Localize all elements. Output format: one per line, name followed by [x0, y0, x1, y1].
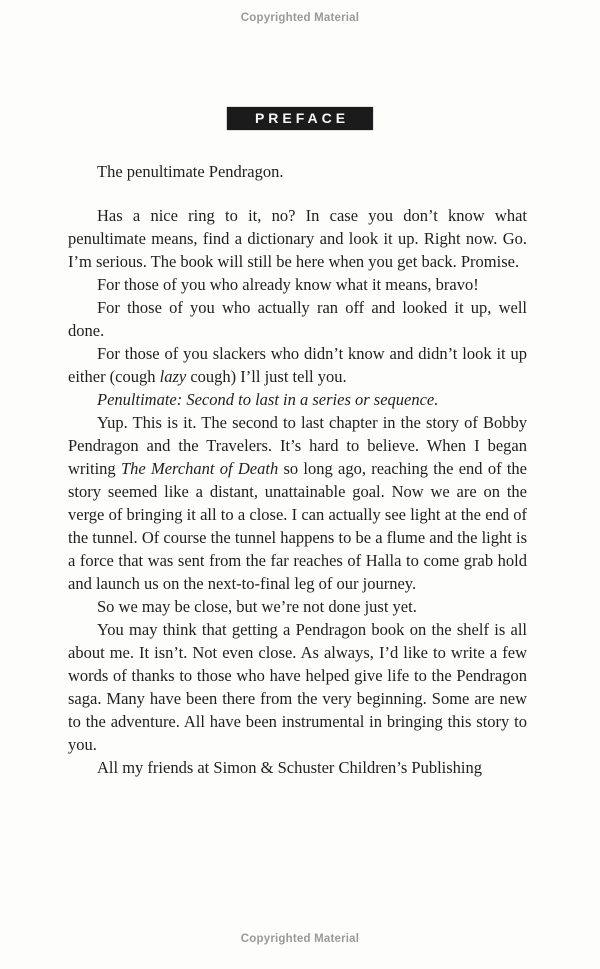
text-run: So we may be close, but we’re not done just yet. — [97, 597, 417, 616]
text-run: All my friends at Simon & Schuster Children’s Publishing — [97, 758, 482, 777]
text-run: Yup. This is it. The second to last chapter in the story of Bobby Pendragon and the Travelers. It’s hard to believe. When I began writing — [68, 413, 527, 478]
italic-text-run: Penultimate: Second to last in a series or sequence. — [97, 390, 439, 409]
paragraph — [68, 160, 527, 183]
copyright-notice-top: Copyrighted Material — [240, 12, 360, 24]
italic-text-run: lazy — [159, 367, 187, 386]
text-run: For those of you slackers who didn’t know and didn’t look it up either (cough — [68, 344, 527, 386]
text-run: so long ago, reaching the end of the story seemed like a distant, unattainable goal. Now we are on the verge of bringing it all to a close. I can actually see light at the end of the tunnel. Of course the tunnel happens to be a flume and the light is a force that was sent from the far reaches of Halla to come grab hold and launch us on the next-to-final leg of our journey. — [68, 459, 527, 593]
paragraph — [68, 756, 527, 779]
paragraph — [68, 618, 527, 756]
paragraph — [68, 595, 527, 618]
text-run: For those of you who already know what it means, bravo! — [97, 275, 479, 294]
body-text — [68, 160, 527, 779]
paragraph — [68, 296, 527, 342]
paragraph — [68, 388, 527, 411]
text-run: For those of you who actually ran off and looked it up, well done. — [68, 298, 527, 340]
copyright-notice-bottom: Copyrighted Material — [240, 933, 360, 945]
paragraph — [68, 204, 527, 273]
text-run: The penultimate Pendragon. — [97, 162, 284, 181]
paragraph — [68, 273, 527, 296]
paragraph — [68, 411, 527, 595]
paragraph — [68, 342, 527, 388]
preface-heading: PREFACE — [227, 107, 373, 130]
text-run: Has a nice ring to it, no? In case you don’t know what penultimate means, find a dictionary and look it up. Right now. Go. I’m serious. The book will still be here when you get back. Promise. — [68, 206, 527, 271]
italic-text-run: The Merchant of Death — [120, 459, 279, 478]
text-run: You may think that getting a Pendragon book on the shelf is all about me. It isn’t. Not even close. As always, I’d like to write a few words of thanks to those who have helped give life to the Pendragon saga. Many have been there from the very beginning. Some are new to the adventure. All have been instrumental in bringing this story to you. — [68, 620, 527, 754]
text-run: cough) I’ll just tell you. — [186, 367, 347, 386]
